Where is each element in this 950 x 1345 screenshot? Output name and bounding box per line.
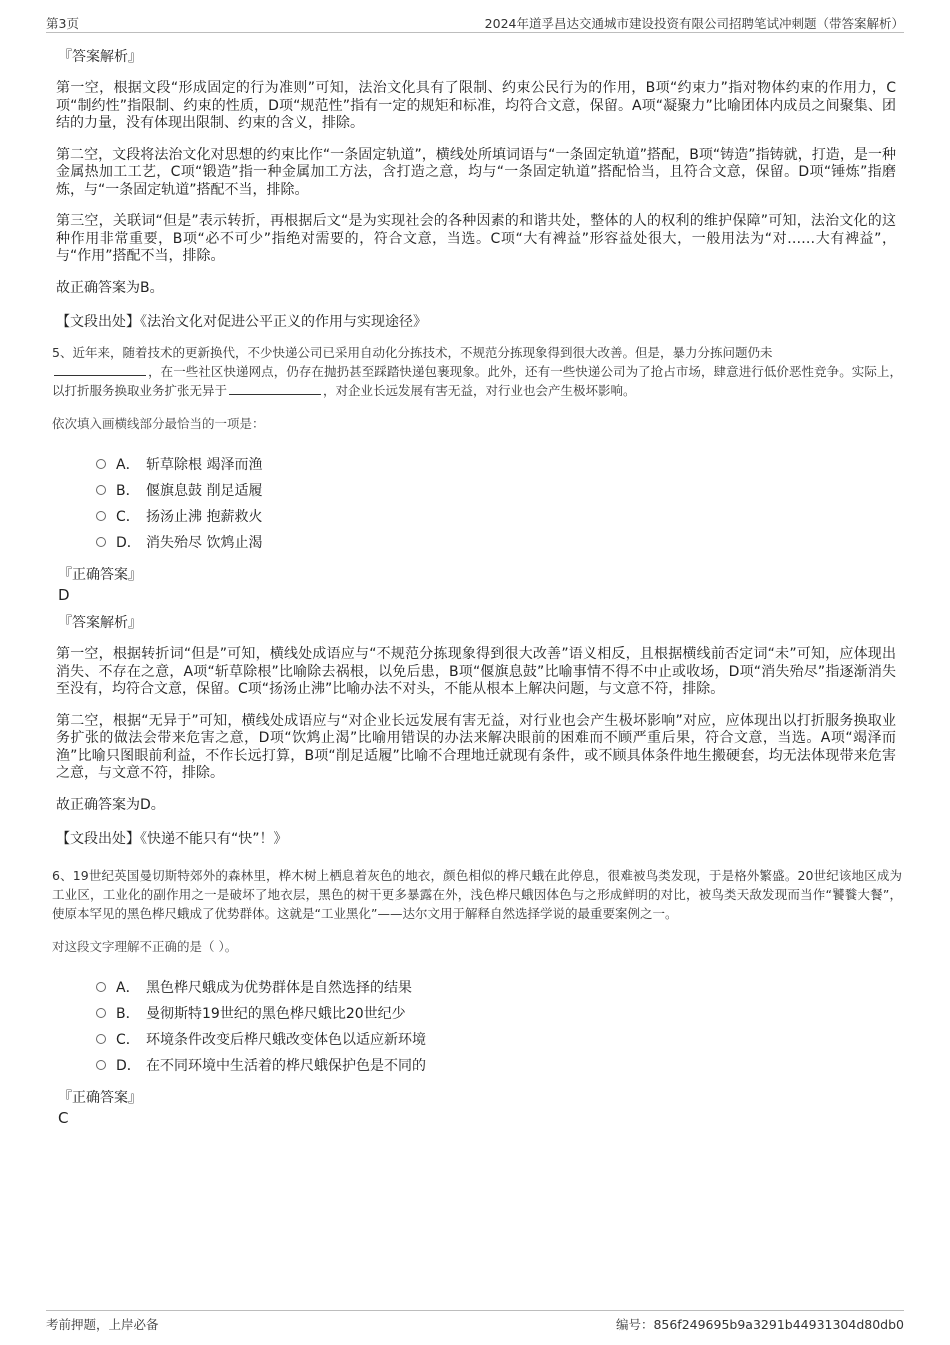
radio-icon[interactable] [96, 459, 106, 469]
q5-option-a[interactable]: A． 斩草除根 竭泽而渔 [96, 452, 896, 478]
q6-options [96, 975, 896, 1079]
q4-analysis-paragraph: 第一空，根据文段“形成固定的行为准则”可知，法治文化具有了限制、约束公民行为的作用，B项“约束力”指对物体约束的作用力，C项“制约性”指限制、约束的性质，D项“规范性”指有一定的规矩和标准，均符合文意，保留。A项“凝聚力”比喻团体内成员之间聚集、团结的力量，没有体现出限制、约束的含义，排除。 [56, 80, 896, 131]
footer-slogan: 考前押题，上岸必备 [46, 1317, 159, 1332]
q6-option-c[interactable]: C． 环境条件改变后桦尺蛾改变体色以适应新环境 [96, 1027, 896, 1053]
q5-prompt: 依次填入画横线部分最恰当的一项是： [52, 416, 265, 431]
page-footer [46, 1310, 904, 1335]
q5-conclusion: 故正确答案为D。 [56, 796, 165, 813]
radio-icon[interactable] [96, 1008, 106, 1018]
q5-analysis-paragraph: 第二空，根据“无异于”可知，横线处成语应与“对企业长远发展有害无益，对行业也会产生极坏影响”对应，应体现出以打折服务换取业务扩张的做法会带来危害之意，D项“饮鸩止渴”比喻用错误的办法来解决眼前的困难而不顾严重后果，符合文意，当选。A项“竭泽而渔”比喻只图眼前利益，不作长远打算，B项“削足适履”比喻不合理地迁就现有条件，或不顾具体条件地生搬硬套，均无法体现带来危害之意，与文意不符，排除。 [56, 712, 896, 781]
q6-option-a[interactable]: A． 黑色桦尺蛾成为优势群体是自然选择的结果 [96, 975, 896, 1001]
q5-stem-part3: ，对企业长远发展有害无益，对行业也会产生极坏影响。 [323, 383, 636, 398]
q6-answer-label: 『正确答案』 [58, 1090, 142, 1106]
q5-option-d[interactable]: D． 消失殆尽 饮鸩止渴 [96, 530, 896, 556]
document-id: 编号：856f249695b9a3291b44931304d80db0 [615, 1317, 904, 1332]
document-title: 2024年道孚昌达交通城市建设投资有限公司招聘笔试冲刺题（带答案解析） [484, 16, 904, 31]
q5-stem-part2: ，在一些社区快递网点，仍存在抛扔甚至踩踏快递包裹现象。此外，还有一些快递公司为了抢占市场，肆意进行低价恶性竞争。实际上，以打折服务换取业务扩张无异于 [52, 364, 902, 398]
q6-stem: 6、19世纪英国曼切斯特郊外的森林里，桦木树上栖息着灰色的地衣，颜色相似的桦尺蛾在此停息，很难被鸟类发现，于是格外繁盛。20世纪该地区成为工业区，工业化的副作用之一是破坏了地衣层，黑色的树干更多暴露在外，浅色桦尺蛾因体色与之形成鲜明的对比，被鸟类天敌发现而当作“饕餮大餐”，使原本罕见的黑色桦尺蛾成了优势群体。这就是“工业黑化”——达尔文用于解释自然选择学说的最重要案例之一。 [52, 868, 902, 921]
q5-source: 【文段出处】《快递不能只有“快”！》 [56, 831, 288, 847]
q5-options [96, 452, 896, 556]
radio-icon[interactable] [96, 1060, 106, 1070]
radio-icon[interactable] [96, 511, 106, 521]
q4-source: 【文段出处】《法治文化对促进公平正义的作用与实现途径》 [56, 314, 427, 330]
blank-line [54, 363, 146, 376]
q4-analysis-paragraph: 第三空，关联词“但是”表示转折，再根据后文“是为实现社会的各种因素的和谐共处，整体的人的权利的维护保障”可知，法治文化的这种作用非常重要，B项“必不可少”指绝对需要的，符合文意，当选。C项“大有裨益”形容益处很大，一般用法为“对……大有裨益”，与“作用”搭配不当，排除。 [56, 213, 896, 264]
radio-icon[interactable] [96, 485, 106, 495]
radio-icon[interactable] [96, 1034, 106, 1044]
q5-stem-part1: 5、近年来，随着技术的更新换代，不少快递公司已采用自动化分拣技术，不规范分拣现象得到很大改善。但是，暴力分拣问题仍未 [52, 345, 773, 360]
q5-stem [52, 343, 902, 400]
q6-prompt: 对这段文字理解不正确的是（ ）。 [52, 939, 238, 954]
page-header [46, 12, 904, 33]
q6-option-b[interactable]: B． 曼彻斯特19世纪的黑色桦尺蛾比20世纪少 [96, 1001, 896, 1027]
q6-option-d[interactable]: D． 在不同环境中生活着的桦尺蛾保护色是不同的 [96, 1053, 896, 1079]
q4-conclusion: 故正确答案为B。 [56, 279, 164, 296]
q6-answer: C [58, 1109, 69, 1127]
blank-line [229, 382, 321, 395]
q5-answer-label: 『正确答案』 [58, 567, 142, 583]
page-content [52, 46, 902, 1135]
q5-analysis-paragraph: 第一空，根据转折词“但是”可知，横线处成语应与“不规范分拣现象得到很大改善”语义相反，且根据横线前否定词“未”可知，应体现出消失、不存在之意，A项“斩草除根”比喻除去祸根，以免后患，B项“偃旗息鼓”比喻事情不得不中止或收场，D项“消失殆尽”指逐渐消失至没有，均符合文意，保留。C项“扬汤止沸”比喻办法不对头，不能从根本上解决问题，与文意不符，排除。 [56, 646, 896, 697]
q5-option-c[interactable]: C． 扬汤止沸 抱薪救火 [96, 504, 896, 530]
q5-option-b[interactable]: B． 偃旗息鼓 削足适履 [96, 478, 896, 504]
q5-answer: D [58, 586, 70, 604]
radio-icon[interactable] [96, 537, 106, 547]
q4-analysis-paragraph: 第二空，文段将法治文化对思想的约束比作“一条固定轨道”，横线处所填词语与“一条固定轨道”搭配，B项“铸造”指铸就，打造，是一种金属热加工工艺，C项“锻造”指一种金属加工方法，含打造之意，均与“一条固定轨道”搭配恰当，且符合文意，保留。D项“锤炼”指磨炼，与“一条固定轨道”搭配不当，排除。 [56, 146, 896, 198]
page-number: 第3页 [46, 16, 79, 31]
radio-icon[interactable] [96, 982, 106, 992]
q5-analysis-label: 『答案解析』 [58, 615, 142, 631]
q4-analysis-label: 『答案解析』 [58, 49, 142, 65]
